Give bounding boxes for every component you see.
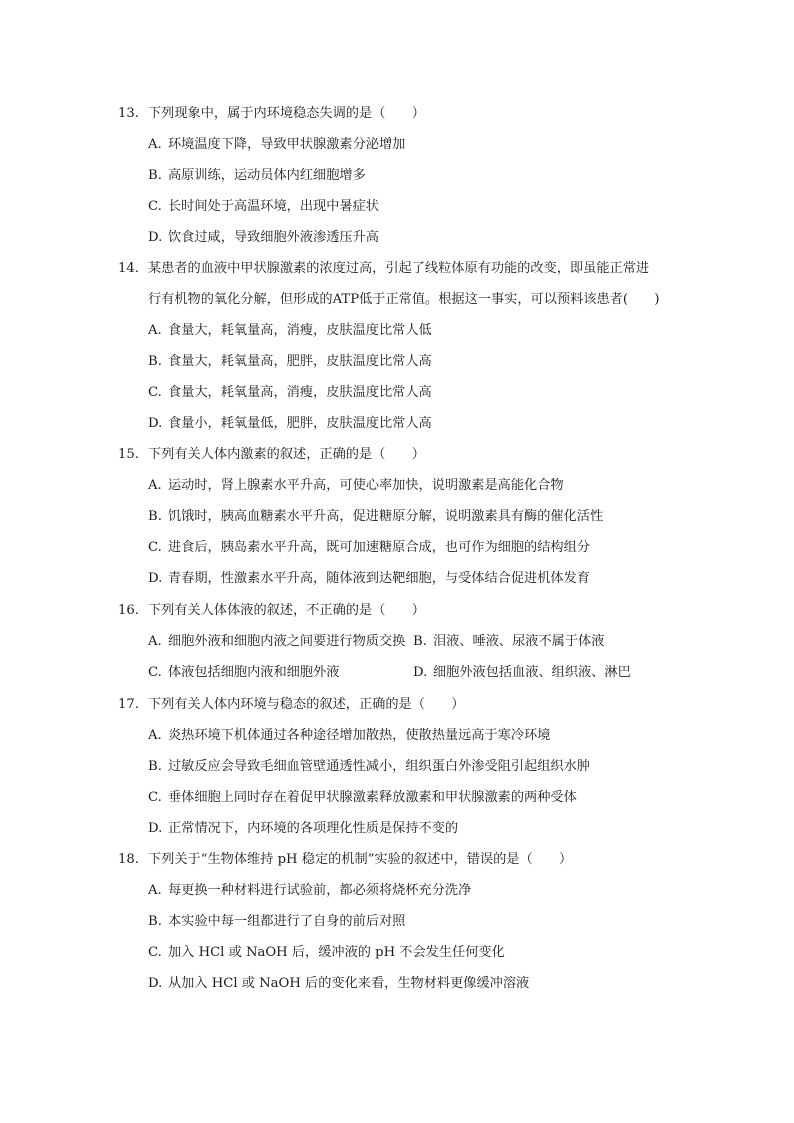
question-stem <box>118 844 678 875</box>
option-text: 进食后，胰岛素水平升高，既可加速糖原合成，也可作为细胞的结构组分 <box>168 540 590 555</box>
option-letter: B. <box>148 509 162 524</box>
option-text: 青春期，性激素水平升高，随体液到达靶细胞，与受体结合促进机体发育 <box>168 571 590 586</box>
options-row <box>118 657 678 688</box>
question-stem <box>118 439 678 470</box>
option-letter: B. <box>148 759 162 774</box>
option-letter: C. <box>148 665 162 680</box>
option-letter: C. <box>148 540 162 555</box>
option-text: 食量大，耗氧量高，消瘦，皮肤温度比常人低 <box>168 323 432 338</box>
option-b <box>413 626 678 657</box>
option-letter: A. <box>148 478 162 493</box>
option-a <box>118 129 678 160</box>
option-letter: D. <box>148 571 163 586</box>
option-text: 长时间处于高温环境，出现中暑症状 <box>168 199 379 214</box>
option-a <box>118 315 678 346</box>
option-text: 炎热环境下机体通过各种途径增加散热，使散热量远高于寒冷环境 <box>168 728 551 743</box>
question-stem <box>118 98 678 129</box>
option-b <box>118 501 678 532</box>
option-letter: D. <box>148 230 163 245</box>
question-number: 17. <box>118 697 139 712</box>
option-text: 泪液、唾液、尿液不属于体液 <box>433 634 605 649</box>
option-text: 饮食过咸，导致细胞外液渗透压升高 <box>168 230 379 245</box>
option-letter: D. <box>148 416 163 431</box>
question-text: 下列有关人体内激素的叙述，正确的是（ ） <box>148 447 425 462</box>
option-a <box>148 626 413 657</box>
option-text: 每更换一种材料进行试验前，都必须将烧杯充分洗净 <box>168 883 472 898</box>
option-letter: B. <box>413 634 427 649</box>
question-text: 行有机物的氧化分解，但形成的ATP低于正常值。根据这一事实，可以预料该患者( ) <box>148 292 660 307</box>
option-b <box>118 906 678 937</box>
option-c <box>118 191 678 222</box>
option-text: 饥饿时，胰高血糖素水平升高，促进糖原分解，说明激素具有酶的催化活性 <box>168 509 604 524</box>
question-stem <box>118 689 678 720</box>
option-c <box>148 657 413 688</box>
option-text: 细胞外液包括血液、组织液、淋巴 <box>433 665 631 680</box>
option-d <box>118 813 678 844</box>
question-14 <box>118 253 678 439</box>
option-c <box>118 782 678 813</box>
option-c <box>118 377 678 408</box>
option-letter: B. <box>148 354 162 369</box>
option-text: 正常情况下，内环境的各项理化性质是保持不变的 <box>168 821 459 836</box>
question-number: 15. <box>118 447 139 462</box>
question-number: 16. <box>118 603 139 618</box>
option-letter: C. <box>148 945 162 960</box>
option-b <box>118 346 678 377</box>
question-18 <box>118 844 678 999</box>
question-15 <box>118 439 678 594</box>
option-d <box>413 657 678 688</box>
option-letter: A. <box>148 883 162 898</box>
option-d <box>118 968 678 999</box>
option-letter: B. <box>148 914 162 929</box>
option-b <box>118 751 678 782</box>
option-letter: D. <box>413 665 428 680</box>
option-c <box>118 937 678 968</box>
option-letter: D. <box>148 821 163 836</box>
option-text: 加入 HCl 或 NaOH 后，缓冲液的 pH 不会发生任何变化 <box>168 945 505 960</box>
option-text: 食量小，耗氧量低，肥胖，皮肤温度比常人高 <box>168 416 432 431</box>
option-a <box>118 470 678 501</box>
option-c <box>118 532 678 563</box>
option-letter: B. <box>148 168 162 183</box>
question-stem <box>118 595 678 626</box>
option-text: 垂体细胞上同时存在着促甲状腺激素释放激素和甲状腺激素的两种受体 <box>168 790 577 805</box>
question-stem-continued <box>118 284 678 315</box>
option-text: 食量大，耗氧量高，肥胖，皮肤温度比常人高 <box>168 354 432 369</box>
option-text: 体液包括细胞内液和细胞外液 <box>168 665 340 680</box>
question-13 <box>118 98 678 253</box>
question-text: 某患者的血液中甲状腺激素的浓度过高，引起了线粒体原有功能的改变，即虽能正常进 <box>148 261 650 276</box>
option-text: 细胞外液和细胞内液之间要进行物质交换 <box>168 634 406 649</box>
option-letter: D. <box>148 976 163 991</box>
question-number: 13. <box>118 106 139 121</box>
option-text: 过敏反应会导致毛细血管壁通透性减小，组织蛋白外渗受阻引起组织水肿 <box>168 759 590 774</box>
option-text: 食量大，耗氧量高，消瘦，皮肤温度比常人高 <box>168 385 432 400</box>
option-letter: C. <box>148 385 162 400</box>
option-d <box>118 222 678 253</box>
question-text: 下列有关人体内环境与稳态的叙述，正确的是（ ） <box>148 697 465 712</box>
option-b <box>118 160 678 191</box>
question-stem <box>118 253 678 284</box>
option-letter: C. <box>148 199 162 214</box>
option-text: 从加入 HCl 或 NaOH 后的变化来看，生物材料更像缓冲溶液 <box>168 976 530 991</box>
question-text: 下列关于“生物体维持 pH 稳定的机制”实验的叙述中，错误的是（ ） <box>148 852 573 867</box>
option-letter: A. <box>148 323 162 338</box>
option-letter: A. <box>148 728 162 743</box>
option-letter: C. <box>148 790 162 805</box>
question-number: 18. <box>118 852 139 867</box>
option-letter: A. <box>148 634 162 649</box>
options-row <box>118 626 678 657</box>
option-text: 环境温度下降，导致甲状腺激素分泌增加 <box>168 137 406 152</box>
option-d <box>118 408 678 439</box>
question-16 <box>118 595 678 688</box>
option-text: 高原训练，运动员体内红细胞增多 <box>168 168 366 183</box>
question-text: 下列有关人体体液的叙述，不正确的是（ ） <box>148 603 425 618</box>
option-text: 运动时，肾上腺素水平升高，可使心率加快，说明激素是高能化合物 <box>168 478 564 493</box>
question-text: 下列现象中，属于内环境稳态失调的是（ ） <box>148 106 425 121</box>
option-d <box>118 563 678 594</box>
option-a <box>118 720 678 751</box>
option-a <box>118 875 678 906</box>
question-17 <box>118 689 678 844</box>
option-letter: A. <box>148 137 162 152</box>
option-text: 本实验中每一组都进行了自身的前后对照 <box>168 914 406 929</box>
question-number: 14. <box>118 261 139 276</box>
